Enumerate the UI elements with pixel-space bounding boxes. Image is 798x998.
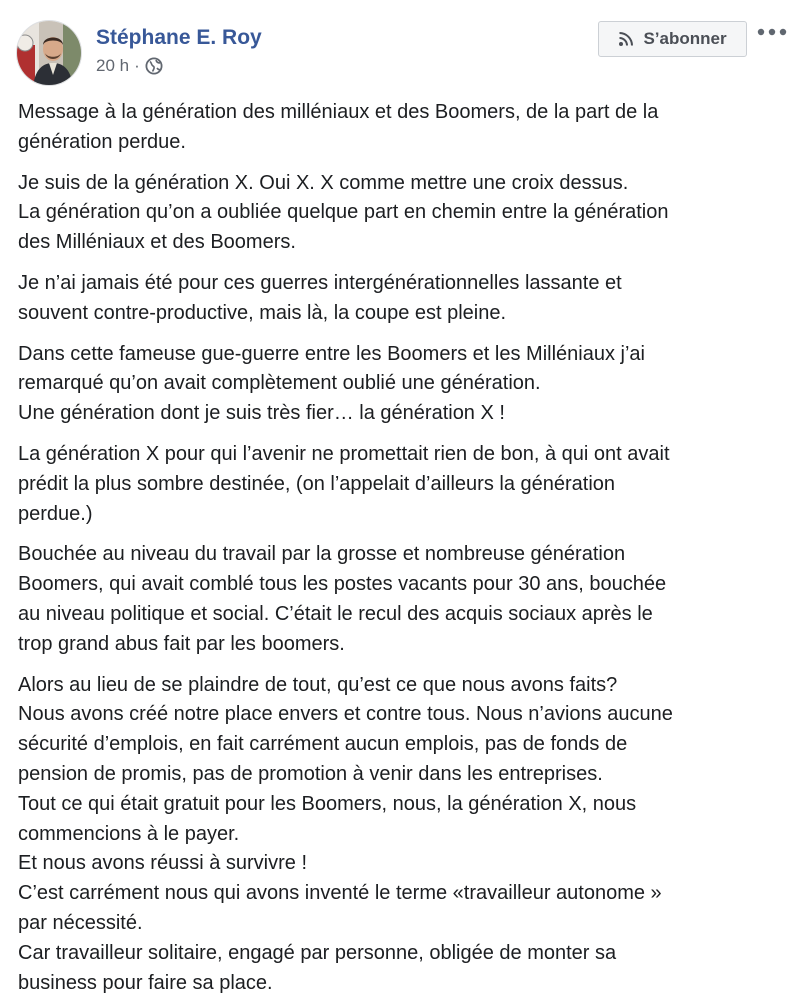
post-text-line: Je n’ai jamais été pour ces guerres intergénérationnelles lassante et — [18, 271, 622, 294]
post-text-line: commencions à le payer. — [18, 822, 240, 845]
post-paragraph — [18, 540, 782, 659]
post-text-line: Boomers, qui avait comblé tous les postes vacants pour 30 ans, bouchée — [18, 573, 667, 596]
post-paragraph — [18, 98, 782, 158]
meta-separator: · — [134, 56, 140, 75]
rss-icon — [618, 31, 634, 47]
author-name[interactable]: Stéphane E. Roy — [96, 26, 262, 49]
post-paragraph — [18, 671, 782, 998]
post-paragraph — [18, 169, 782, 258]
post-text-line: Alors au lieu de se plaindre de tout, qu’est ce que nous avons faits? — [18, 673, 618, 696]
post-text-line: trop grand abus fait par les boomers. — [18, 632, 345, 655]
post-text-line: business pour faire sa place. — [18, 971, 273, 994]
post-text-line: Une génération dont je suis très fier… la génération X ! — [18, 402, 505, 425]
post-text-line: au niveau politique et social. C’était le recul des acquis sociaux après le — [18, 602, 653, 625]
post-text-line: Tout ce qui était gratuit pour les Boomers, nous, la génération X, nous — [18, 792, 637, 815]
post-text-line: Bouchée au niveau du travail par la grosse et nombreuse génération — [18, 543, 626, 566]
post-text-line: Nous avons créé notre place envers et contre tous. Nous n’avions aucune — [18, 703, 673, 726]
post-paragraph — [18, 340, 782, 429]
post-time[interactable]: 20 h — [96, 56, 130, 75]
post-text-line: pension de promis, pas de promotion à venir dans les entreprises. — [18, 762, 603, 785]
post-text-line: Dans cette fameuse gue-guerre entre les Boomers et les Milléniaux j’ai — [18, 342, 645, 365]
post-text-line: La génération qu’on a oubliée quelque part en chemin entre la génération — [18, 201, 669, 224]
post-header — [0, 0, 798, 96]
post-text-line: remarqué qu’on avait complètement oublié une génération. — [18, 372, 541, 395]
post-text-line: souvent contre-productive, mais là, la coupe est pleine. — [18, 301, 507, 324]
post-text-line: prédit la plus sombre destinée, (on l’appelait d’ailleurs la génération — [18, 472, 616, 495]
post-meta — [96, 56, 163, 76]
more-dots-icon[interactable] — [757, 26, 787, 38]
subscribe-button[interactable] — [598, 21, 747, 57]
post-text-line: Je suis de la génération X. Oui X. X comme mettre une croix dessus. — [18, 171, 629, 194]
post-paragraph — [18, 440, 782, 529]
post-paragraph — [18, 269, 782, 329]
post-text-line: C’est carrément nous qui avons inventé le terme «travailleur autonome » — [18, 882, 662, 905]
post-text-line: Car travailleur solitaire, engagé par personne, obligée de monter sa — [18, 941, 617, 964]
avatar-photo — [17, 21, 82, 86]
post-text-line: Et nous avons réussi à survivre ! — [18, 852, 308, 875]
post-text-line: génération perdue. — [18, 130, 186, 153]
post-text-line: La génération X pour qui l’avenir ne promettait rien de bon, à qui ont avait — [18, 442, 670, 465]
avatar[interactable] — [16, 20, 82, 86]
post-text-line: des Milléniaux et des Boomers. — [18, 231, 296, 254]
post-text-line: sécurité d’emplois, en fait carrément aucun emplois, pas de fonds de — [18, 733, 628, 756]
post-text-line: par nécessité. — [18, 911, 143, 934]
globe-icon[interactable] — [145, 57, 163, 75]
subscribe-label: S’abonner — [643, 29, 727, 48]
post-text-line: Message à la génération des milléniaux et des Boomers, de la part de la — [18, 101, 659, 123]
post-content — [18, 98, 782, 998]
post-text-line: perdue.) — [18, 502, 93, 525]
